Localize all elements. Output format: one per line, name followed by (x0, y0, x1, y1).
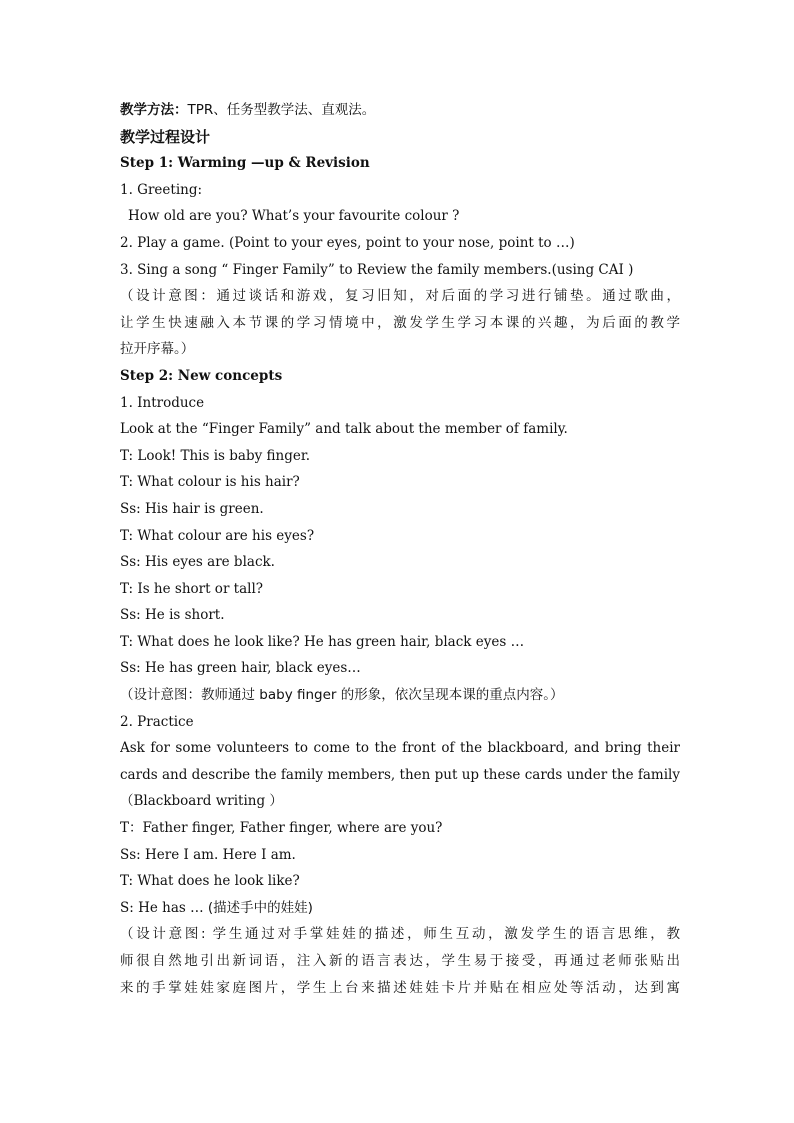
dialogue-line: Ss: He has green hair, black eyes… (120, 660, 361, 677)
dialogue-line: T: Is he short or tall? (120, 580, 264, 597)
dialogue-line: T: Look! This is baby finger. (120, 447, 311, 464)
practice-item: 2. Practice (120, 713, 194, 730)
dialogue-line (120, 895, 680, 922)
dialogue-line: T：Father finger, Father finger, where are you? (120, 820, 443, 837)
teaching-method-label: 教学方法： (120, 102, 188, 118)
play-game-item: 2. Play a game. (Point to your eyes, point to your nose, point to …) (120, 234, 575, 251)
step-2-label: Step 2 (120, 367, 169, 384)
dialogue-line: Ss: He is short. (120, 607, 225, 624)
design-intent-3-line-3: 来的手掌娃娃家庭图片，学生上台来描述娃娃卡片并贴在相应处等活动，达到寓 (120, 979, 680, 996)
dialogue-line: T: What colour is his hair? (120, 474, 300, 491)
step-2-title: : New concepts (168, 367, 283, 384)
dialogue-note: (描述手中的娃娃) (207, 899, 313, 916)
dialogue-line: Ss: His eyes are black. (120, 554, 275, 571)
step-2-heading (120, 363, 680, 390)
greeting-item: 1. Greeting: (120, 181, 203, 198)
design-intent-1-line-2: 让学生快速融入本节课的学习情境中，激发学生学习本课的兴趣，为后面的教学 (120, 314, 680, 331)
blackboard-writing-note: （Blackboard writing ） (120, 793, 283, 810)
dialogue-line: Ss: Here I am. Here I am. (120, 846, 296, 863)
dialogue-line: Look at the “Finger Family” and talk about the member of family. (120, 421, 568, 438)
sing-song-item: 3. Sing a song “ Finger Family” to Review the family members.(using CAI ) (120, 261, 634, 278)
dialogue-line: T: What does he look like? He has green hair, black eyes … (120, 633, 525, 650)
design-intent-1-line-1: （设计意图：通过谈话和游戏，复习旧知，对后面的学习进行铺垫。通过歌曲， (120, 288, 680, 305)
greeting-questions: How old are you? What’s your favourite colour ? (128, 208, 460, 225)
introduce-item: 1. Introduce (120, 394, 205, 411)
practice-instruction-line-1: Ask for some volunteers to come to the front of the blackboard, and bring their (120, 740, 680, 757)
step-1-heading: Step 1: Warming —up & Revision (120, 155, 370, 172)
design-intent-2: （设计意图：教师通过 baby finger 的形象，依次呈现本课的重点内容。） (120, 687, 564, 704)
process-design-heading: 教学过程设计 (120, 127, 211, 146)
design-intent-1-line-3: 拉开序幕。） (120, 341, 195, 358)
teaching-method-line (120, 97, 680, 124)
dialogue-speaker-text: S: He has … (120, 899, 208, 916)
design-intent-3-line-1: （设计意图: 学生通过对手掌娃娃的描述，师生互动，激发学生的语言思维，教 (120, 926, 680, 943)
dialogue-line: T: What does he look like? (120, 873, 300, 890)
lesson-plan-document (120, 97, 680, 1001)
dialogue-line: T: What colour are his eyes? (120, 527, 315, 544)
design-intent-3-line-2: 师很自然地引出新词语，注入新的语言表达，学生易于接受，再通过老师张贴出 (120, 953, 680, 969)
teaching-method-text: TPR、任务型教学法、直观法。 (187, 102, 376, 118)
dialogue-line: Ss: His hair is green. (120, 500, 264, 517)
practice-instruction-line-2: cards and describe the family members, then put up these cards under the family (120, 766, 680, 783)
